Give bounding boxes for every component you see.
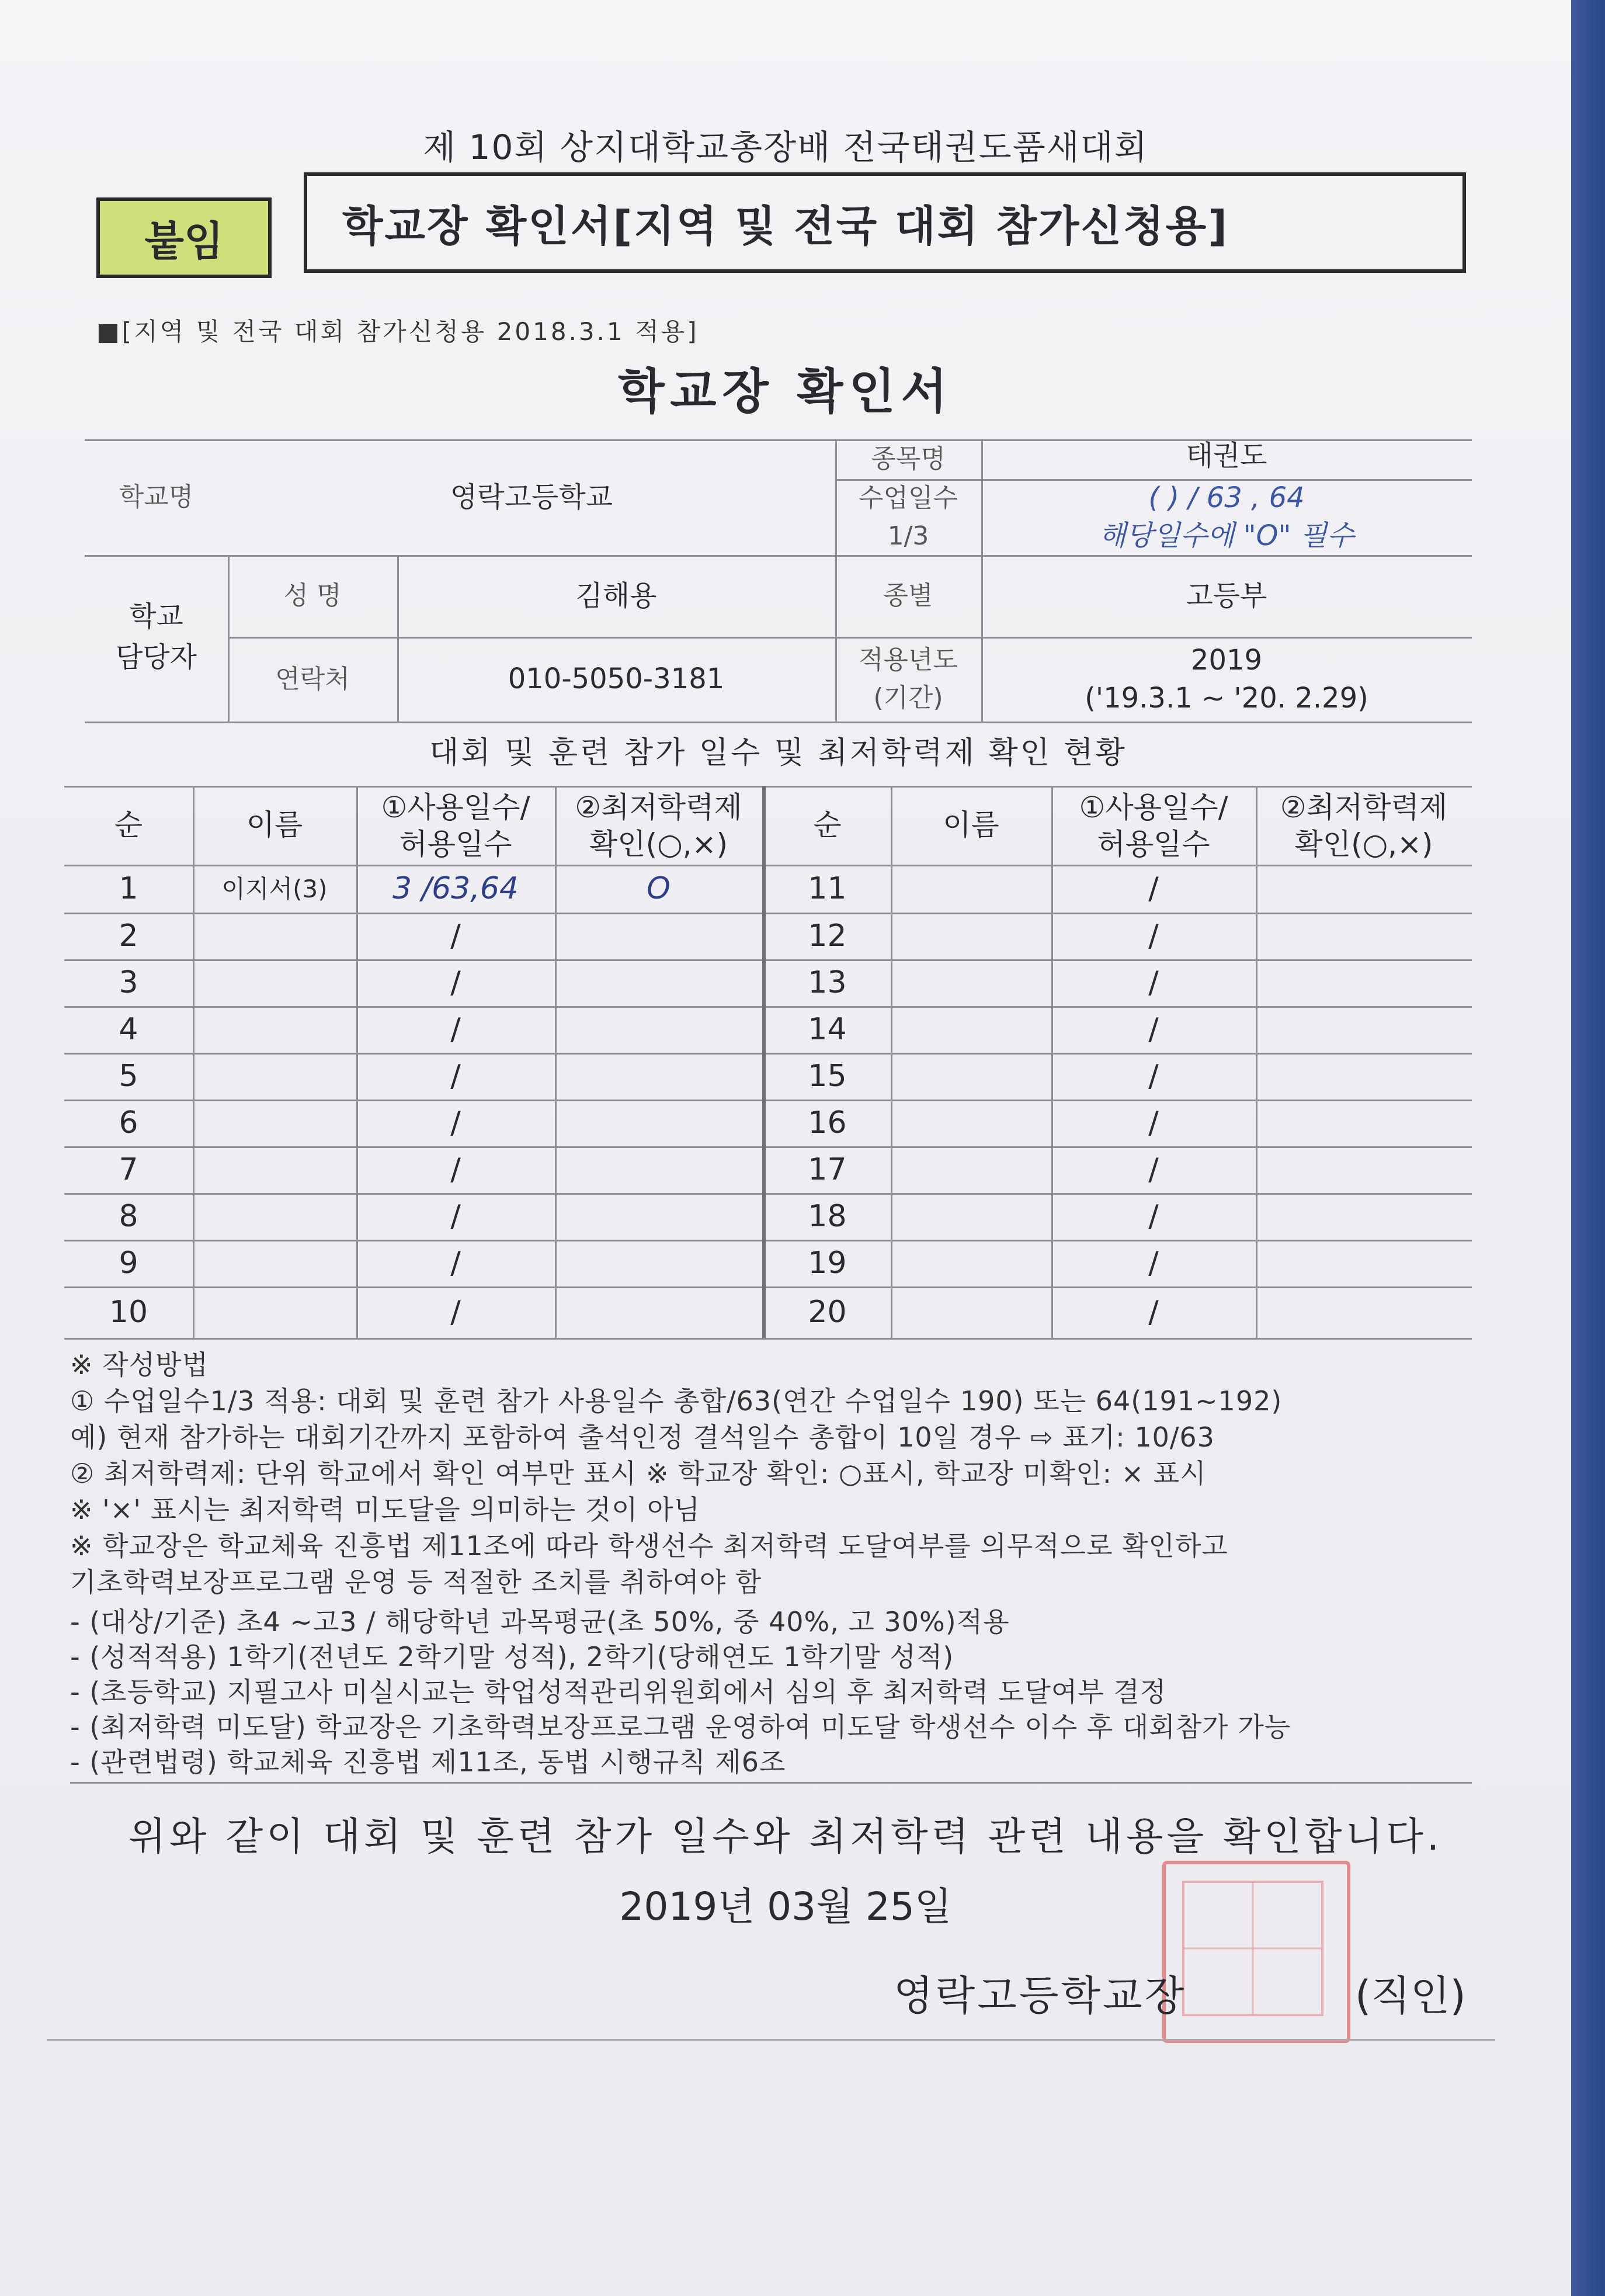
row-check: O	[647, 871, 671, 907]
row-no: 14	[808, 1012, 847, 1048]
header-name-left: 이름	[246, 808, 303, 842]
section-title: 대회 및 훈련 참가 일수 및 최저학력제 확인 현황	[429, 736, 1127, 771]
method-line: ※ '×' 표시는 최저학력 미도달을 의미하는 것이 아님	[70, 1494, 701, 1525]
confirmation-date: 2019년 03월 25일	[619, 1884, 952, 1929]
row-no: 19	[808, 1246, 847, 1281]
method-line: - (대상/기준) 초4 ~고3 / 해당학년 과목평균(초 50%, 중 40%, 고 30%)적용	[70, 1606, 1010, 1638]
row-no: 5	[119, 1059, 138, 1094]
year-value-2: ('19.3.1 ~ '20. 2.29)	[1085, 681, 1368, 715]
year-value-1: 2019	[1190, 643, 1263, 677]
seal-label: (직인)	[1355, 1972, 1466, 2020]
row-no: 7	[119, 1152, 138, 1188]
method-line: - (관련법령) 학교체육 진흥법 제11조, 동법 시행규칙 제6조	[70, 1746, 786, 1778]
header-days-left-2: 허용일수	[399, 827, 512, 861]
division-value: 고등부	[1186, 579, 1267, 612]
method-line: ② 최저학력제: 단위 학교에서 확인 여부만 표시 ※ 학교장 확인: ○표시, 학교장 미확인: × 표시	[70, 1458, 1207, 1489]
row-days: /	[1148, 1199, 1159, 1234]
header-check-right-1: ②최저학력제	[1280, 790, 1448, 824]
row-days: /	[1148, 1059, 1159, 1094]
row-days: /	[1148, 1152, 1159, 1188]
header-no-right: 순	[813, 808, 842, 842]
row-no: 15	[808, 1059, 847, 1094]
method-line: ① 수업일수1/3 적용: 대회 및 훈련 참가 사용일수 총합/63(연간 수업일수 190) 또는 64(191~192)	[70, 1385, 1283, 1417]
method-line: 기초학력보장프로그램 운영 등 적절한 조치를 취하여야 함	[70, 1566, 762, 1598]
form-title: 학교장 확인서[지역 및 전국 대회 참가신청용]	[304, 172, 1466, 273]
row-days: /	[1148, 965, 1159, 1001]
method-line: - (최저학력 미도달) 학교장은 기초학력보장프로그램 운영하여 미도달 학생선수 이수 후 대회참가 가능	[70, 1711, 1291, 1743]
class-days-note: 해당일수에 "O" 필수	[1099, 519, 1354, 553]
header-check-left-2: 확인(○,×)	[589, 827, 728, 861]
row-days: /	[1148, 1012, 1159, 1048]
header-days-left-1: ①사용일수/	[381, 790, 530, 824]
school-name: 영락고등학교	[450, 480, 613, 514]
row-no: 18	[808, 1199, 847, 1234]
method-line: ※ 학교장은 학교체육 진흥법 제11조에 따라 학생선수 최저학력 도달여부를 의무적으로 확인하고	[70, 1530, 1228, 1562]
row-no: 11	[808, 871, 847, 907]
row-no: 4	[119, 1012, 138, 1048]
class-days-label: 수업일수	[858, 483, 958, 513]
year-label-1: 적용년도	[858, 645, 958, 675]
confirmation-text: 위와 같이 대회 및 훈련 참가 일수와 최저학력 관련 내용을 확인합니다.	[128, 1814, 1443, 1859]
header-check-left-1: ②최저학력제	[575, 790, 742, 824]
division-label: 종별	[883, 581, 933, 611]
signer-name: 영락고등학교장	[894, 1972, 1187, 2020]
class-days-fraction: 1/3	[887, 521, 929, 551]
row-days: /	[1148, 1246, 1159, 1281]
row-days: /	[1148, 918, 1159, 954]
year-label-2: (기간)	[873, 683, 943, 713]
row-days: /	[1148, 1105, 1159, 1141]
row-days: /	[1148, 1295, 1159, 1330]
background-edge	[1571, 0, 1605, 2296]
header-days-right-2: 허용일수	[1097, 827, 1210, 861]
phone-value: 010-5050-3181	[508, 663, 725, 696]
row-no: 17	[808, 1152, 847, 1188]
contact-label-2: 담당자	[115, 640, 197, 674]
row-days: /	[450, 1152, 461, 1188]
header-days-right-1: ①사용일수/	[1079, 790, 1228, 824]
row-no: 12	[808, 918, 847, 954]
applicable-note: ■[지역 및 전국 대회 참가신청용 2018.3.1 적용]	[96, 317, 699, 346]
row-no: 6	[119, 1105, 138, 1141]
main-title: 학교장 확인서	[618, 364, 953, 419]
event-label: 종목명	[871, 444, 946, 474]
row-no: 20	[808, 1295, 847, 1330]
header-check-right-2: 확인(○,×)	[1294, 827, 1433, 861]
row-days: /	[450, 1105, 461, 1141]
event-title: 제 10회 상지대학교총장배 전국태권도품새대회	[423, 127, 1148, 167]
row-no: 13	[808, 965, 847, 1001]
row-days: /	[450, 965, 461, 1001]
method-line: 예) 현재 참가하는 대회기간까지 포함하여 출석인정 결석일수 총합이 10일 경우 ⇨ 표기: 10/63	[70, 1421, 1215, 1453]
header-name-right: 이름	[943, 808, 999, 842]
event-value: 태권도	[1186, 439, 1267, 472]
row-days: /	[450, 1199, 461, 1234]
row-no: 16	[808, 1105, 847, 1141]
row-no: 9	[119, 1246, 138, 1281]
row-days: /	[450, 1012, 461, 1048]
row-no: 3	[119, 965, 138, 1001]
row-no: 10	[109, 1295, 148, 1330]
row-days: /	[1148, 871, 1159, 907]
method-line: ※ 작성방법	[70, 1349, 209, 1381]
row-days: /	[450, 1295, 461, 1330]
row-days: 3 /63,64	[392, 871, 519, 907]
row-no: 2	[119, 918, 138, 954]
contact-label-1: 학교	[129, 599, 183, 633]
header-no-left: 순	[114, 808, 143, 842]
attach-label: 붙임	[96, 197, 272, 278]
name-value: 김해용	[575, 579, 657, 612]
method-line: - (성적적용) 1학기(전년도 2학기말 성적), 2학기(당해연도 1학기말 성적)	[70, 1641, 954, 1673]
name-label: 성 명	[283, 581, 342, 611]
class-days-value: ( ) / 63 , 64	[1148, 481, 1305, 515]
row-no: 1	[119, 871, 138, 907]
row-days: /	[450, 1059, 461, 1094]
seal-icon	[1166, 1864, 1340, 2033]
row-name: 이지서(3)	[221, 874, 328, 903]
method-line: - (초등학교) 지필고사 미실시교는 학업성적관리위원회에서 심의 후 최저학력 도달여부 결정	[70, 1676, 1167, 1708]
row-days: /	[450, 1246, 461, 1281]
row-days: /	[450, 918, 461, 954]
phone-label: 연락처	[275, 664, 350, 694]
seal-stamp	[1162, 1861, 1350, 2043]
row-no: 8	[119, 1199, 138, 1234]
school-label: 학교명	[119, 482, 194, 512]
